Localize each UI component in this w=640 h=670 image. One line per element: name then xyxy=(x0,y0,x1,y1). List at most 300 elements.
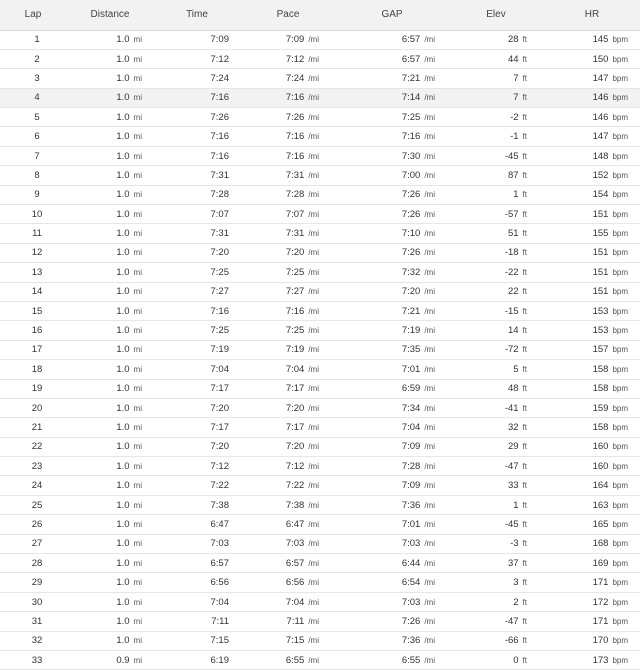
elev-unit: ft xyxy=(522,306,527,316)
distance-unit: mi xyxy=(133,287,142,297)
table-row[interactable] xyxy=(0,30,640,49)
cell-elev xyxy=(448,88,544,107)
cell-hr xyxy=(544,263,640,282)
cell-distance xyxy=(66,495,154,514)
cell-time xyxy=(154,457,240,476)
cell-elev xyxy=(448,282,544,301)
table-row[interactable] xyxy=(0,418,640,437)
pace-unit: /mi xyxy=(308,287,319,297)
time-value: 7:04 xyxy=(210,363,229,375)
pace-value: 7:04 xyxy=(285,363,305,375)
cell-time xyxy=(154,127,240,146)
elev-value: 87 xyxy=(507,169,519,181)
cell-elev xyxy=(448,534,544,553)
cell-lap xyxy=(0,515,66,534)
lap-value: 21 xyxy=(31,422,43,433)
elev-unit: ft xyxy=(522,93,527,103)
gap-value: 7:20 xyxy=(401,286,421,298)
cell-lap xyxy=(0,88,66,107)
elev-value: -1 xyxy=(510,131,519,143)
table-row[interactable] xyxy=(0,631,640,650)
hr-unit: bpm xyxy=(612,423,628,432)
pace-unit: /mi xyxy=(308,655,319,665)
table-row[interactable] xyxy=(0,573,640,592)
cell-hr xyxy=(544,398,640,417)
table-row[interactable] xyxy=(0,651,640,670)
gap-unit: /mi xyxy=(424,655,435,665)
cell-lap xyxy=(0,379,66,398)
distance-value: 0.9 xyxy=(116,654,130,666)
table-row[interactable] xyxy=(0,243,640,262)
elev-value: -15 xyxy=(504,305,519,317)
distance-unit: mi xyxy=(133,481,142,491)
cell-hr xyxy=(544,360,640,379)
elev-unit: ft xyxy=(522,539,527,549)
distance-value: 1.0 xyxy=(116,150,130,162)
cell-gap xyxy=(336,321,448,340)
pace-value: 7:12 xyxy=(285,460,305,472)
cell-hr xyxy=(544,340,640,359)
distance-value: 1.0 xyxy=(116,344,130,356)
cell-hr xyxy=(544,146,640,165)
cell-hr xyxy=(544,224,640,243)
time-value: 7:11 xyxy=(211,615,229,627)
pace-value: 7:20 xyxy=(285,402,305,414)
pace-unit: /mi xyxy=(308,481,319,491)
hr-unit: bpm xyxy=(612,209,628,219)
elev-value: 5 xyxy=(513,363,519,375)
distance-value: 1.0 xyxy=(116,228,130,240)
pace-unit: /mi xyxy=(308,597,319,607)
cell-hr xyxy=(544,205,640,224)
pace-unit: /mi xyxy=(308,267,319,277)
elev-value: -47 xyxy=(504,615,519,627)
elev-unit: ft xyxy=(522,578,527,588)
hr-unit: bpm xyxy=(612,306,628,316)
gap-unit: /mi xyxy=(424,287,435,297)
cell-time xyxy=(154,398,240,417)
distance-value: 1.0 xyxy=(116,402,130,414)
cell-elev xyxy=(448,573,544,592)
distance-value: 1.0 xyxy=(116,208,130,220)
pace-value: 7:03 xyxy=(285,538,305,550)
cell-gap xyxy=(336,146,448,165)
col-header-distance[interactable]: Distance xyxy=(66,0,154,30)
elev-value: 29 xyxy=(507,441,519,453)
distance-unit: mi xyxy=(133,655,142,665)
table-row[interactable] xyxy=(0,205,640,224)
cell-time xyxy=(154,592,240,611)
cell-pace xyxy=(240,69,336,88)
table-row[interactable] xyxy=(0,321,640,340)
distance-value: 1.0 xyxy=(116,169,130,181)
cell-hr xyxy=(544,612,640,631)
lap-value: 20 xyxy=(31,402,43,414)
time-value: 7:38 xyxy=(210,499,229,511)
gap-unit: /mi xyxy=(424,151,435,161)
cell-time xyxy=(154,554,240,573)
cell-lap xyxy=(0,398,66,417)
cell-gap xyxy=(336,88,448,107)
hr-value: 146 xyxy=(592,92,609,104)
distance-unit: mi xyxy=(133,229,142,239)
distance-unit: mi xyxy=(133,539,142,549)
gap-unit: /mi xyxy=(424,519,435,529)
pace-unit: /mi xyxy=(308,209,319,219)
time-value: 7:25 xyxy=(210,325,229,337)
hr-value: 172 xyxy=(592,596,609,608)
cell-gap xyxy=(336,301,448,320)
elev-unit: ft xyxy=(522,287,527,297)
cell-lap xyxy=(0,573,66,592)
gap-value: 7:34 xyxy=(401,402,421,414)
lap-value: 8 xyxy=(34,169,40,181)
hr-unit: bpm xyxy=(612,326,628,336)
header-row xyxy=(0,0,640,30)
time-value: 7:25 xyxy=(210,266,229,278)
cell-time xyxy=(154,612,240,631)
distance-unit: mi xyxy=(133,578,142,588)
table-row[interactable] xyxy=(0,398,640,417)
cell-lap xyxy=(0,263,66,282)
distance-value: 1.0 xyxy=(116,499,130,511)
lap-value: 2 xyxy=(34,53,40,65)
col-header-hr[interactable]: HR xyxy=(544,0,640,30)
table-row[interactable] xyxy=(0,592,640,611)
elev-value: 51 xyxy=(507,228,519,240)
pace-unit: /mi xyxy=(308,500,319,510)
table-row[interactable] xyxy=(0,49,640,68)
elev-value: -72 xyxy=(504,344,519,356)
table-row[interactable] xyxy=(0,127,640,146)
table-row[interactable] xyxy=(0,554,640,573)
cell-elev xyxy=(448,321,544,340)
lap-value: 24 xyxy=(31,480,43,492)
table-row[interactable] xyxy=(0,437,640,456)
gap-unit: /mi xyxy=(424,267,435,277)
cell-gap xyxy=(336,398,448,417)
elev-unit: ft xyxy=(522,190,527,200)
pace-unit: /mi xyxy=(308,345,319,355)
table-row[interactable] xyxy=(0,379,640,398)
elev-value: 0 xyxy=(513,654,519,666)
gap-value: 7:30 xyxy=(401,150,421,162)
cell-time xyxy=(154,651,240,670)
cell-elev xyxy=(448,379,544,398)
time-value: 7:31 xyxy=(210,228,229,240)
cell-pace xyxy=(240,573,336,592)
cell-pace xyxy=(240,437,336,456)
cell-time xyxy=(154,282,240,301)
pace-value: 7:38 xyxy=(285,499,305,511)
hr-value: 158 xyxy=(592,422,609,433)
elev-unit: ft xyxy=(522,558,527,568)
hr-value: 153 xyxy=(592,325,609,337)
elev-value: 37 xyxy=(507,557,519,569)
time-value: 7:17 xyxy=(210,383,229,395)
table-row[interactable] xyxy=(0,166,640,185)
pace-value: 7:12 xyxy=(285,53,305,65)
elev-value: 14 xyxy=(507,325,519,337)
gap-unit: /mi xyxy=(424,442,435,452)
elev-unit: ft xyxy=(522,170,527,180)
distance-value: 1.0 xyxy=(116,34,130,46)
cell-gap xyxy=(336,69,448,88)
cell-hr xyxy=(544,437,640,456)
cell-elev xyxy=(448,592,544,611)
cell-gap xyxy=(336,573,448,592)
col-header-pace[interactable]: Pace xyxy=(240,0,336,30)
pace-unit: /mi xyxy=(308,248,319,258)
hr-value: 151 xyxy=(592,208,609,220)
table-row[interactable] xyxy=(0,340,640,359)
cell-lap xyxy=(0,592,66,611)
cell-pace xyxy=(240,457,336,476)
cell-lap xyxy=(0,631,66,650)
pace-unit: /mi xyxy=(308,423,319,432)
pace-value: 6:56 xyxy=(285,577,305,589)
cell-time xyxy=(154,185,240,204)
hr-unit: bpm xyxy=(612,248,628,258)
table-row[interactable] xyxy=(0,301,640,320)
gap-unit: /mi xyxy=(424,54,435,64)
cell-pace xyxy=(240,495,336,514)
lap-value: 31 xyxy=(31,615,43,627)
pace-value: 7:16 xyxy=(285,92,305,104)
table-row[interactable] xyxy=(0,282,640,301)
cell-elev xyxy=(448,554,544,573)
lap-value: 15 xyxy=(31,305,43,317)
elev-unit: ft xyxy=(522,481,527,491)
cell-elev xyxy=(448,515,544,534)
cell-hr xyxy=(544,301,640,320)
cell-hr xyxy=(544,457,640,476)
hr-unit: bpm xyxy=(612,35,628,45)
cell-lap xyxy=(0,30,66,49)
elev-value: -57 xyxy=(504,208,519,220)
table-row[interactable] xyxy=(0,495,640,514)
table-row[interactable] xyxy=(0,263,640,282)
elev-unit: ft xyxy=(522,597,527,607)
col-header-time[interactable]: Time xyxy=(154,0,240,30)
time-value: 7:20 xyxy=(210,441,229,453)
pace-value: 7:31 xyxy=(285,228,305,240)
cell-lap xyxy=(0,146,66,165)
table-row[interactable] xyxy=(0,612,640,631)
table-row[interactable] xyxy=(0,457,640,476)
cell-elev xyxy=(448,263,544,282)
elev-value: -66 xyxy=(504,635,519,647)
elev-value: -45 xyxy=(504,518,519,530)
cell-distance xyxy=(66,243,154,262)
table-row[interactable] xyxy=(0,224,640,243)
col-header-gap[interactable]: GAP xyxy=(336,0,448,30)
time-value: 6:19 xyxy=(210,654,229,666)
gap-unit: /mi xyxy=(424,558,435,568)
cell-distance xyxy=(66,437,154,456)
table-row[interactable] xyxy=(0,88,640,107)
pace-unit: /mi xyxy=(308,306,319,316)
elev-value: -3 xyxy=(510,538,519,550)
distance-unit: mi xyxy=(133,597,142,607)
pace-value: 7:15 xyxy=(285,635,305,647)
col-header-lap[interactable]: Lap xyxy=(0,0,66,30)
hr-value: 151 xyxy=(592,286,609,298)
time-value: 7:12 xyxy=(210,53,229,65)
cell-gap xyxy=(336,457,448,476)
table-row[interactable] xyxy=(0,146,640,165)
pace-value: 7:09 xyxy=(285,34,305,46)
cell-hr xyxy=(544,88,640,107)
pace-unit: /mi xyxy=(308,442,319,452)
cell-elev xyxy=(448,301,544,320)
laps-table-body xyxy=(0,30,640,670)
distance-value: 1.0 xyxy=(116,53,130,65)
gap-unit: /mi xyxy=(424,190,435,200)
elev-unit: ft xyxy=(522,364,527,374)
table-row[interactable] xyxy=(0,534,640,553)
elev-value: 7 xyxy=(513,92,519,104)
table-row[interactable] xyxy=(0,360,640,379)
pace-unit: /mi xyxy=(308,558,319,568)
cell-distance xyxy=(66,301,154,320)
cell-hr xyxy=(544,243,640,262)
elev-unit: ft xyxy=(522,461,527,471)
pace-value: 6:55 xyxy=(285,654,305,666)
distance-unit: mi xyxy=(133,326,142,336)
pace-unit: /mi xyxy=(308,384,319,394)
cell-lap xyxy=(0,301,66,320)
hr-value: 170 xyxy=(592,635,609,647)
distance-unit: mi xyxy=(133,403,142,413)
lap-value: 30 xyxy=(31,596,43,608)
time-value: 7:22 xyxy=(210,480,229,492)
time-value: 7:16 xyxy=(210,305,229,317)
table-row[interactable] xyxy=(0,515,640,534)
table-row[interactable] xyxy=(0,108,640,127)
gap-value: 7:26 xyxy=(401,189,421,201)
pace-value: 6:47 xyxy=(285,518,305,530)
lap-value: 33 xyxy=(31,654,43,666)
distance-value: 1.0 xyxy=(116,363,130,375)
hr-value: 160 xyxy=(592,441,609,453)
gap-unit: /mi xyxy=(424,597,435,607)
cell-pace xyxy=(240,282,336,301)
cell-pace xyxy=(240,30,336,49)
hr-unit: bpm xyxy=(612,481,628,491)
elev-value: 2 xyxy=(513,596,519,608)
cell-gap xyxy=(336,282,448,301)
time-value: 7:09 xyxy=(210,34,229,46)
pace-unit: /mi xyxy=(308,93,319,103)
distance-unit: mi xyxy=(133,500,142,510)
distance-unit: mi xyxy=(133,558,142,568)
time-value: 7:24 xyxy=(210,72,229,84)
cell-elev xyxy=(448,108,544,127)
distance-value: 1.0 xyxy=(116,189,130,201)
hr-value: 169 xyxy=(592,557,609,569)
elev-value: -2 xyxy=(510,111,519,123)
cell-gap xyxy=(336,592,448,611)
elev-value: 1 xyxy=(513,189,519,201)
table-row[interactable] xyxy=(0,476,640,495)
cell-hr xyxy=(544,49,640,68)
lap-value: 22 xyxy=(31,441,43,453)
pace-value: 7:04 xyxy=(285,596,305,608)
elev-value: 7 xyxy=(513,72,519,84)
gap-unit: /mi xyxy=(424,73,435,83)
cell-distance xyxy=(66,515,154,534)
cell-distance xyxy=(66,612,154,631)
elev-unit: ft xyxy=(522,519,527,529)
gap-unit: /mi xyxy=(424,481,435,491)
gap-value: 7:21 xyxy=(401,305,421,317)
time-value: 7:31 xyxy=(210,169,229,181)
pace-unit: /mi xyxy=(308,578,319,588)
lap-value: 6 xyxy=(34,131,40,143)
cell-elev xyxy=(448,360,544,379)
cell-distance xyxy=(66,166,154,185)
pace-value: 7:22 xyxy=(285,480,305,492)
hr-unit: bpm xyxy=(612,558,628,568)
gap-value: 7:00 xyxy=(401,169,421,181)
cell-hr xyxy=(544,108,640,127)
cell-pace xyxy=(240,263,336,282)
cell-pace xyxy=(240,146,336,165)
pace-value: 7:25 xyxy=(285,266,305,278)
col-header-elev[interactable]: Elev xyxy=(448,0,544,30)
elev-unit: ft xyxy=(522,229,527,239)
pace-value: 7:17 xyxy=(285,383,305,395)
cell-lap xyxy=(0,418,66,437)
distance-value: 1.0 xyxy=(116,92,130,104)
cell-distance xyxy=(66,108,154,127)
hr-value: 163 xyxy=(592,499,609,511)
cell-distance xyxy=(66,127,154,146)
pace-unit: /mi xyxy=(308,170,319,180)
cell-pace xyxy=(240,515,336,534)
distance-unit: mi xyxy=(133,54,142,64)
elev-unit: ft xyxy=(522,248,527,258)
gap-unit: /mi xyxy=(424,345,435,355)
hr-unit: bpm xyxy=(612,151,628,161)
cell-gap xyxy=(336,476,448,495)
distance-unit: mi xyxy=(133,616,142,626)
hr-unit: bpm xyxy=(612,73,628,83)
pace-value: 7:25 xyxy=(285,325,305,337)
gap-unit: /mi xyxy=(424,403,435,413)
cell-gap xyxy=(336,263,448,282)
lap-value: 14 xyxy=(31,286,43,298)
lap-value: 4 xyxy=(34,92,40,104)
cell-distance xyxy=(66,146,154,165)
cell-elev xyxy=(448,49,544,68)
table-row[interactable] xyxy=(0,69,640,88)
pace-value: 7:16 xyxy=(285,305,305,317)
table-row[interactable] xyxy=(0,185,640,204)
cell-pace xyxy=(240,592,336,611)
cell-lap xyxy=(0,340,66,359)
pace-value: 7:20 xyxy=(285,247,305,259)
cell-lap xyxy=(0,108,66,127)
elev-unit: ft xyxy=(522,73,527,83)
pace-unit: /mi xyxy=(308,461,319,471)
cell-lap xyxy=(0,321,66,340)
cell-elev xyxy=(448,205,544,224)
gap-value: 7:35 xyxy=(401,344,421,356)
distance-unit: mi xyxy=(133,442,142,452)
pace-value: 7:31 xyxy=(285,169,305,181)
